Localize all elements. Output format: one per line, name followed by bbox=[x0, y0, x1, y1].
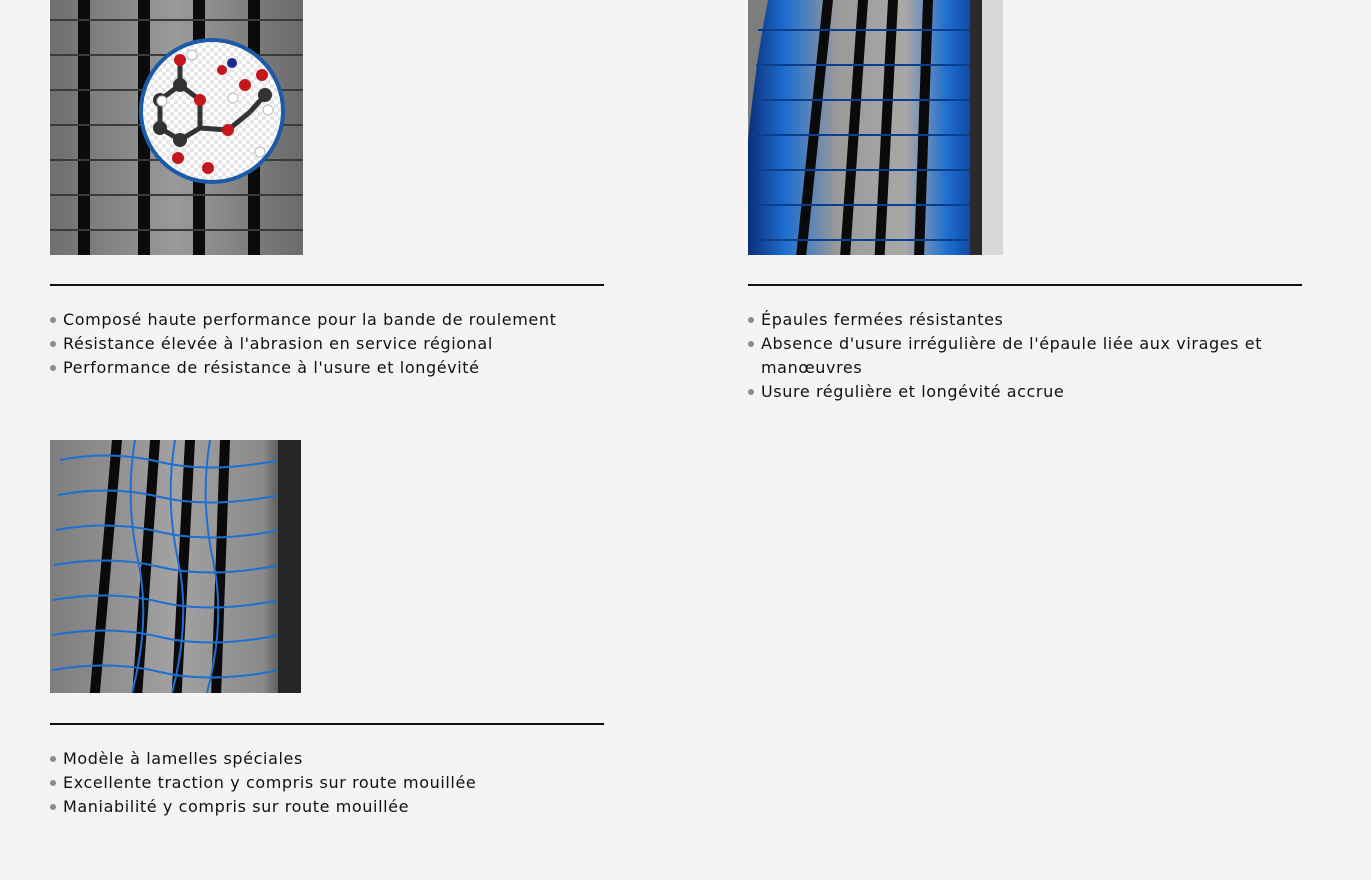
divider bbox=[748, 284, 1302, 286]
list-item: Usure régulière et longévité accrue bbox=[748, 380, 1302, 404]
list-item: Composé haute performance pour la bande de roulement bbox=[50, 308, 604, 332]
feature-list bbox=[748, 308, 1302, 404]
feature-list bbox=[50, 747, 604, 819]
list-item: Excellente traction y compris sur route mouillée bbox=[50, 771, 604, 795]
divider bbox=[50, 723, 604, 725]
sipe-pattern-tread-image bbox=[50, 440, 301, 693]
divider bbox=[50, 284, 604, 286]
list-item: Absence d'usure irrégulière de l'épaule liée aux virages et manœuvres bbox=[748, 332, 1302, 380]
list-item: Résistance élevée à l'abrasion en service régional bbox=[50, 332, 604, 356]
list-item: Maniabilité y compris sur route mouillée bbox=[50, 795, 604, 819]
feature-list bbox=[50, 308, 604, 380]
closed-shoulder-tread-image bbox=[748, 0, 1003, 255]
tread-compound-molecule-image bbox=[50, 0, 303, 255]
list-item: Modèle à lamelles spéciales bbox=[50, 747, 604, 771]
list-item: Performance de résistance à l'usure et longévité bbox=[50, 356, 604, 380]
list-item: Épaules fermées résistantes bbox=[748, 308, 1302, 332]
